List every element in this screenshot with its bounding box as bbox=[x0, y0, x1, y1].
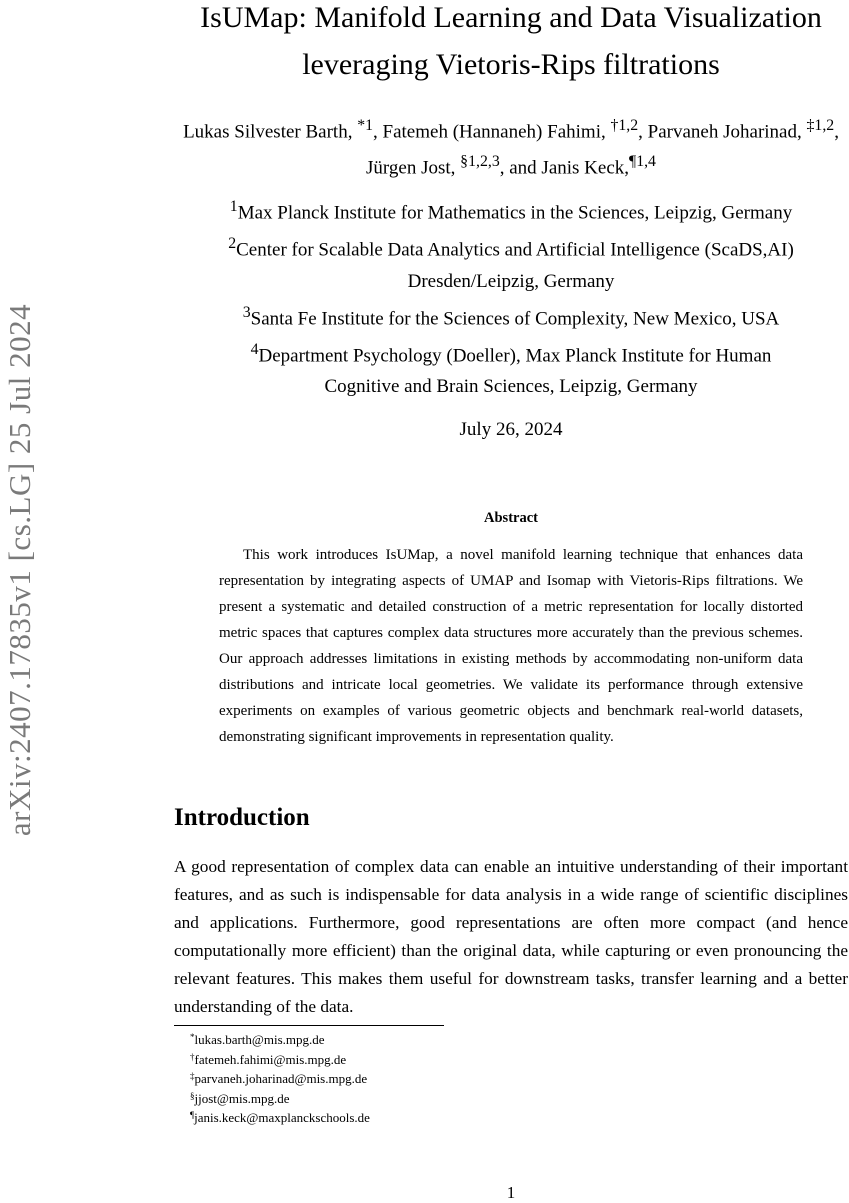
affiliation-text: Max Planck Institute for Mathematics in the Sciences, Leipzig, Germany bbox=[237, 202, 793, 224]
footnote-list bbox=[190, 1030, 370, 1128]
author-separator: , bbox=[638, 121, 648, 143]
footnote-email[interactable]: janis.keck@maxplanckschools.de bbox=[194, 1110, 370, 1125]
footnote-email[interactable]: lukas.barth@mis.mpg.de bbox=[194, 1032, 325, 1047]
author-name: Janis Keck, bbox=[541, 157, 630, 179]
author-marks: †1,2 bbox=[610, 117, 639, 134]
title-line-2: leveraging Vietoris-Rips filtrations bbox=[302, 48, 720, 81]
footnote-email[interactable]: fatemeh.fahimi@mis.mpg.de bbox=[194, 1051, 347, 1067]
publication-date: July 26, 2024 bbox=[459, 419, 563, 440]
affiliation-list bbox=[174, 191, 848, 402]
author-marks: ¶1,4 bbox=[629, 153, 656, 171]
author-name: Lukas Silvester Barth, bbox=[183, 121, 358, 143]
footnote bbox=[190, 1069, 370, 1089]
author-name: Parvaneh Joharinad, bbox=[647, 121, 807, 143]
affiliation-text: Department Psychology (Doeller), Max Planck Institute for Human bbox=[258, 345, 772, 367]
affiliation bbox=[174, 334, 848, 371]
footnote-email[interactable]: parvaneh.joharinad@mis.mpg.de bbox=[194, 1071, 368, 1086]
affiliation-number: 2 bbox=[228, 235, 237, 253]
affiliation bbox=[174, 191, 848, 228]
author-separator: , bbox=[834, 121, 839, 143]
author-marks: ‡1,2 bbox=[806, 117, 835, 134]
author-name: Fatemeh (Hannaneh) Fahimi, bbox=[382, 121, 611, 143]
author-separator: , and bbox=[499, 157, 542, 179]
author-marks: *1 bbox=[357, 117, 374, 134]
footnote-mark: § bbox=[190, 1090, 195, 1101]
title-line-1: IsUMap: Manifold Learning and Data Visualization bbox=[200, 1, 822, 34]
author-list bbox=[174, 111, 848, 184]
paper-title bbox=[174, 0, 848, 88]
author-marks: §1,2,3 bbox=[460, 153, 500, 171]
affiliation bbox=[174, 228, 848, 265]
page-number: 1 bbox=[506, 1183, 516, 1202]
affiliation-continuation: Dresden/Leipzig, Germany bbox=[407, 270, 615, 292]
footnote bbox=[190, 1050, 370, 1070]
affiliation bbox=[174, 297, 848, 334]
footnote-mark: * bbox=[190, 1032, 195, 1042]
footnote bbox=[190, 1030, 370, 1050]
author-name: Jürgen Jost, bbox=[366, 157, 461, 179]
affiliation-number: 4 bbox=[250, 340, 259, 358]
footnote-divider bbox=[174, 1025, 444, 1026]
affiliation-text: Center for Scalable Data Analytics and Artificial Intelligence (ScaDS,AI) bbox=[236, 239, 794, 261]
abstract-heading: Abstract bbox=[484, 510, 538, 526]
abstract-text: This work introduces IsUMap, a novel manifold learning technique that enhances data representation by integrating aspects of UMAP and Isomap with Vietoris-Rips filtrations. We present a systematic and detailed construction of a metric representation for locally distorted metric spaces that captures complex data structures more accurately than the previous schemes. Our approach addresses limitations in existing methods by accommodating non-uniform data distributions and intricate local geometries. We validate its performance through extensive experiments on examples of various geometric objects and benchmark real-world datasets, demonstrating significant improvements in representation quality. bbox=[219, 547, 803, 745]
affiliation-continuation: Cognitive and Brain Sciences, Leipzig, Germany bbox=[324, 376, 698, 398]
arxiv-identifier: arXiv:2407.17835v1 [cs.LG] 25 Jul 2024 bbox=[2, 303, 37, 837]
affiliation-number: 1 bbox=[229, 198, 238, 215]
footnote-mark: ¶ bbox=[190, 1110, 195, 1120]
section-heading-introduction: Introduction bbox=[174, 804, 310, 831]
author-separator: , bbox=[373, 121, 383, 143]
affiliation-number: 3 bbox=[242, 303, 251, 321]
footnote bbox=[190, 1108, 370, 1128]
affiliation-text: Santa Fe Institute for the Sciences of Complexity, New Mexico, USA bbox=[250, 307, 780, 329]
footnote-mark: † bbox=[190, 1051, 195, 1062]
introduction-paragraph: A good representation of complex data can enable an intuitive understanding of their important features, and as such is indispensable for data analysis in a wide range of scientific disciplines and applications. Furthermore, good representations are often more compact (and hence computationally more efficient) than the original data, while capturing or even pronouncing the relevant features. This makes them useful for downstream tasks, transfer learning and a better understanding of the data. bbox=[174, 857, 848, 1016]
footnote bbox=[190, 1089, 370, 1109]
footnote-email[interactable]: jjost@mis.mpg.de bbox=[194, 1090, 290, 1106]
footnote-mark: ‡ bbox=[190, 1071, 195, 1081]
